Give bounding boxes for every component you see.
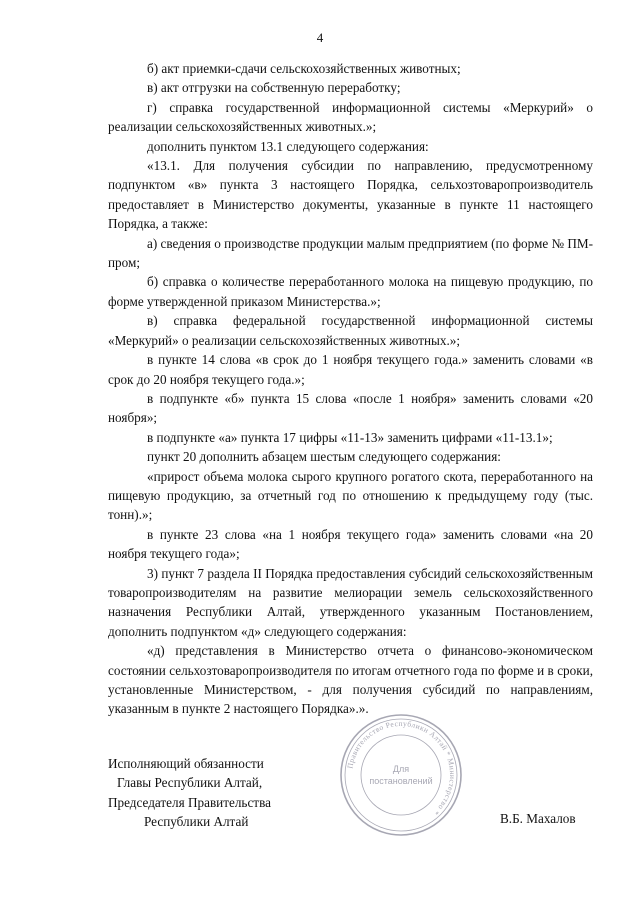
- stamp-ring-text: Правительство Республики Алтай * Министерство *: [345, 718, 458, 818]
- stamp-center-text: постановлений: [369, 776, 433, 786]
- paragraph: б) акт приемки-сдачи сельскохозяйственных животных;: [147, 61, 461, 76]
- page-number: 4: [316, 30, 324, 45]
- paragraph: в пункте 14 слова «в срок до 1 ноября текущего года.» заменить словами «в срок до 20 ноября текущего года.»;: [108, 352, 593, 387]
- paragraph: «прирост объема молока сырого крупного рогатого скота, переработанного на пищевую продукцию, за отчетный год по отношению к предыдущему году (тыс. тонн).»;: [108, 468, 593, 523]
- stamp-center-ring: [361, 735, 441, 815]
- paragraph: в пункте 23 слова «на 1 ноября текущего года» заменить словами «на 20 ноября текущего года»;: [108, 526, 593, 562]
- signatory-title-line: Республики Алтай: [144, 814, 249, 830]
- signature-block: [108, 754, 308, 832]
- paragraph: дополнить пунктом 13.1 следующего содержания:: [147, 138, 429, 154]
- paragraph: в подпункте «а» пункта 17 цифры «11-13» заменить цифрами «11-13.1»;: [147, 429, 553, 445]
- paragraph: «д) представления в Министерство отчета о финансово-экономическом состоянии сельхозтоваропроизводителя по итогам отчетного года по форме и в сроки, установленные Министерством, - для получения субсидий по направлениям, указанным в пункте 2 настоящего Порядка».».: [108, 643, 593, 717]
- paragraph: а) сведения о производстве продукции малым предприятием (по форме № ПМ-пром;: [108, 235, 594, 271]
- paragraph: в) справка федеральной государственной информационной системы «Меркурий» о реализации сельскохозяйственных животных.»;: [108, 313, 593, 348]
- stamp-outer-ring: [341, 715, 461, 835]
- paragraph: в подпункте «б» пункта 15 слова «после 1 ноября» заменить словами «20 ноября»;: [108, 390, 593, 426]
- signatory-title-line: Исполняющий обязанности: [108, 756, 264, 771]
- stamp-center-text: Для: [392, 764, 410, 774]
- signatory-title-line: Председателя Правительства: [108, 794, 271, 810]
- official-stamp: [338, 712, 464, 838]
- paragraph: б) справка о количестве переработанного молока на пищевую продукцию, по форме утвержденной приказом Министерства.»;: [108, 274, 593, 309]
- paragraph: «13.1. Для получения субсидии по направлению, предусмотренному подпунктом «в» пункта 3 настоящего Порядка, сельхозтоваропроизводитель предоставляет в Министерство документы, указанные в пункте 11 настоящего Порядка, а также:: [108, 158, 593, 232]
- paragraph: г) справка государственной информационной системы «Меркурий» о реализации сельскохозяйственных животных.»;: [108, 99, 593, 135]
- signatory-title-line: Главы Республики Алтай,: [117, 775, 263, 791]
- paragraph: в) акт отгрузки на собственную переработку;: [147, 80, 401, 96]
- paragraph: пункт 20 дополнить абзацем шестым следующего содержания:: [147, 449, 501, 465]
- paragraph: 3) пункт 7 раздела II Порядка предоставления субсидий сельскохозяйственным товаропроизводителям на развитие мелиорации земель сельскохозяйственного назначения Республики Алтай, утвержденного указанным Постановлением, дополнить подпунктом «д» следующего содержания:: [108, 565, 593, 639]
- document-body: [108, 59, 593, 719]
- signatory-name: В.Б. Махалов: [500, 811, 576, 826]
